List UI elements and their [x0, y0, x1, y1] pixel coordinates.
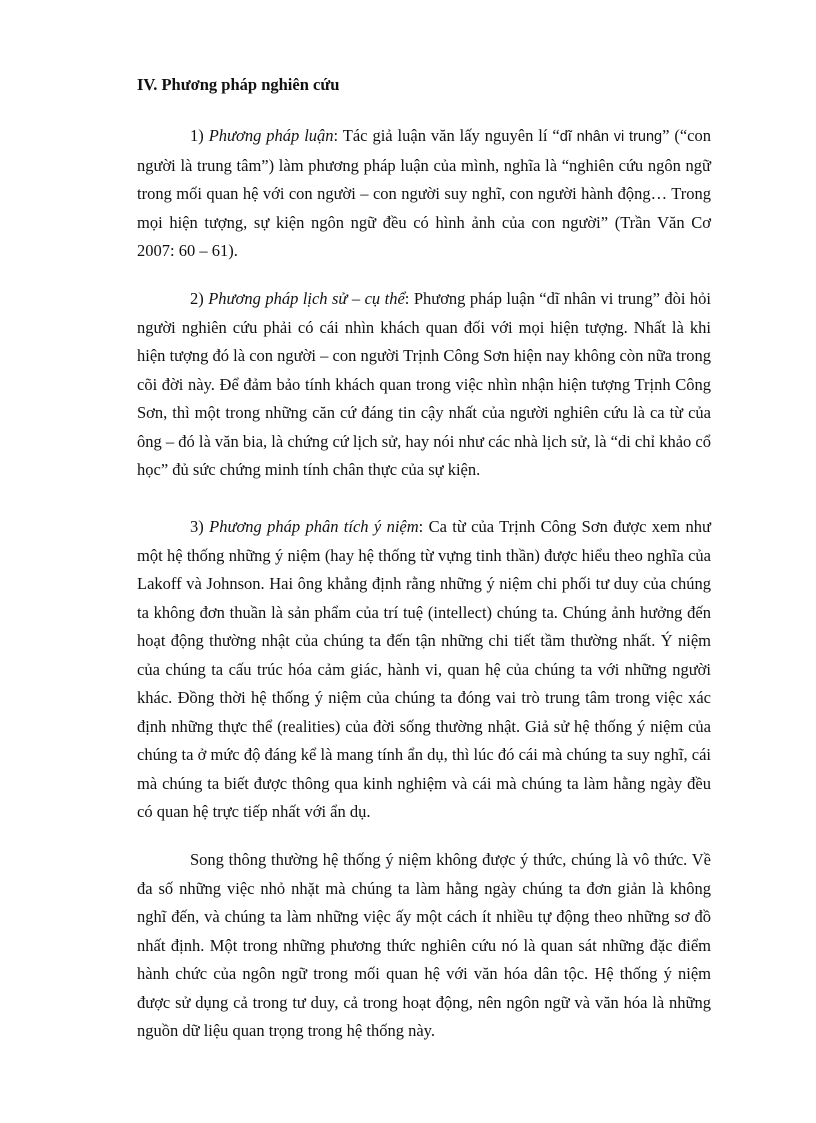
paragraph-lead-term: Phương pháp lịch sử – cụ thể [208, 289, 405, 308]
paragraph-text: : Phương pháp luận “dĩ nhân vi trung” đòi hỏi người nghiên cứu phải có cái nhìn khách quan đối với mọi hiện tượng. Nhất là khi hiện tượng đó là con người – con người Trịnh Công Sơn hiện nay không còn nữa trong cõi đời này. Để đảm bảo tính khách quan trong việc nhìn nhận hiện tượng Trịnh Công Sơn, thì một trong những căn cứ đáng tin cậy nhất của người nghiên cứu là ca từ của ông – đó là văn bia, là chứng cứ lịch sử, hay nói như các nhà lịch sử, là “di chỉ khảo cổ học” đủ sức chứng minh tính chân thực của sự kiện. [137, 289, 712, 479]
paragraph-text: : Ca từ của Trịnh Công Sơn được xem như một hệ thống những ý niệm (hay hệ thống từ vựng tinh thần) được hiểu theo nghĩa của Lakoff và Johnson. Hai ông khẳng định rằng những ý niệm chi phối tư duy của chúng ta không đơn thuần là sản phẩm của trí tuệ (intellect) chúng ta. Chúng ảnh hưởng đến hoạt động thường nhật của chúng ta đến tận những chi tiết tầm thường nhất. Ý niệm của chúng ta cấu trúc hóa cảm giác, hành vi, quan hệ của chúng ta với những người khác. Đồng thời hệ thống ý niệm của chúng ta đóng vai trò trung tâm trong việc xác định những thực thể (realities) của đời sống thường nhật. Giả sử hệ thống ý niệm của chúng ta ở mức độ đáng kể là mang tính ẩn dụ, thì lúc đó cái mà chúng ta suy nghĩ, cái mà chúng ta biết được thông qua kinh nghiệm và cái mà chúng ta làm hằng ngày đều có quan hệ trực tiếp nhất với ẩn dụ. [137, 517, 711, 821]
paragraph-number: 2) [190, 289, 209, 308]
section-heading: IV. Phương pháp nghiên cứu [137, 75, 340, 94]
paragraph-unconscious-concepts [137, 846, 711, 1046]
paragraph-number: 1) [190, 126, 209, 145]
paragraph-text: ” (“con người là trung tâm”) làm phương pháp luận của mình, nghĩa là “nghiên cứu ngôn ngữ trong mối quan hệ với con người – con người suy nghĩ, con người hành động… Trong mọi hiện tượng, sự kiện ngôn ngữ đều có hình ảnh của con người” (Trần Văn Cơ 2007: 60 – 61). [137, 126, 711, 260]
paragraph-lead-term: Phương pháp luận [208, 126, 334, 145]
quoted-term: dĩ nhân vi trung [559, 129, 663, 145]
paragraph-text: Song thông thường hệ thống ý niệm không được ý thức, chúng là vô thức. Về đa số những việc nhỏ nhặt mà chúng ta làm hằng ngày chúng ta đơn giản là không nghĩ đến, và chúng ta làm những việc ấy một cách ít nhiều tự động theo những sơ đồ nhất định. Một trong những phương thức nghiên cứu nó là quan sát những đặc điểm hành chức của ngôn ngữ trong mối quan hệ với văn hóa dân tộc. Hệ thống ý niệm được sử dụng cả trong tư duy, cả trong hoạt động, nên ngôn ngữ và văn hóa là những nguồn dữ liệu quan trọng trong hệ thống này. [137, 850, 711, 1040]
paragraph-number: 3) [190, 517, 210, 536]
paragraph-methodology [137, 122, 711, 266]
paragraph-historical-method [137, 285, 711, 485]
paragraph-concept-analysis [137, 513, 711, 827]
paragraph-lead-term: Phương pháp phân tích ý niệm [209, 517, 419, 536]
paragraph-text: : Tác giả luận văn lấy nguyên lí “ [333, 126, 560, 145]
